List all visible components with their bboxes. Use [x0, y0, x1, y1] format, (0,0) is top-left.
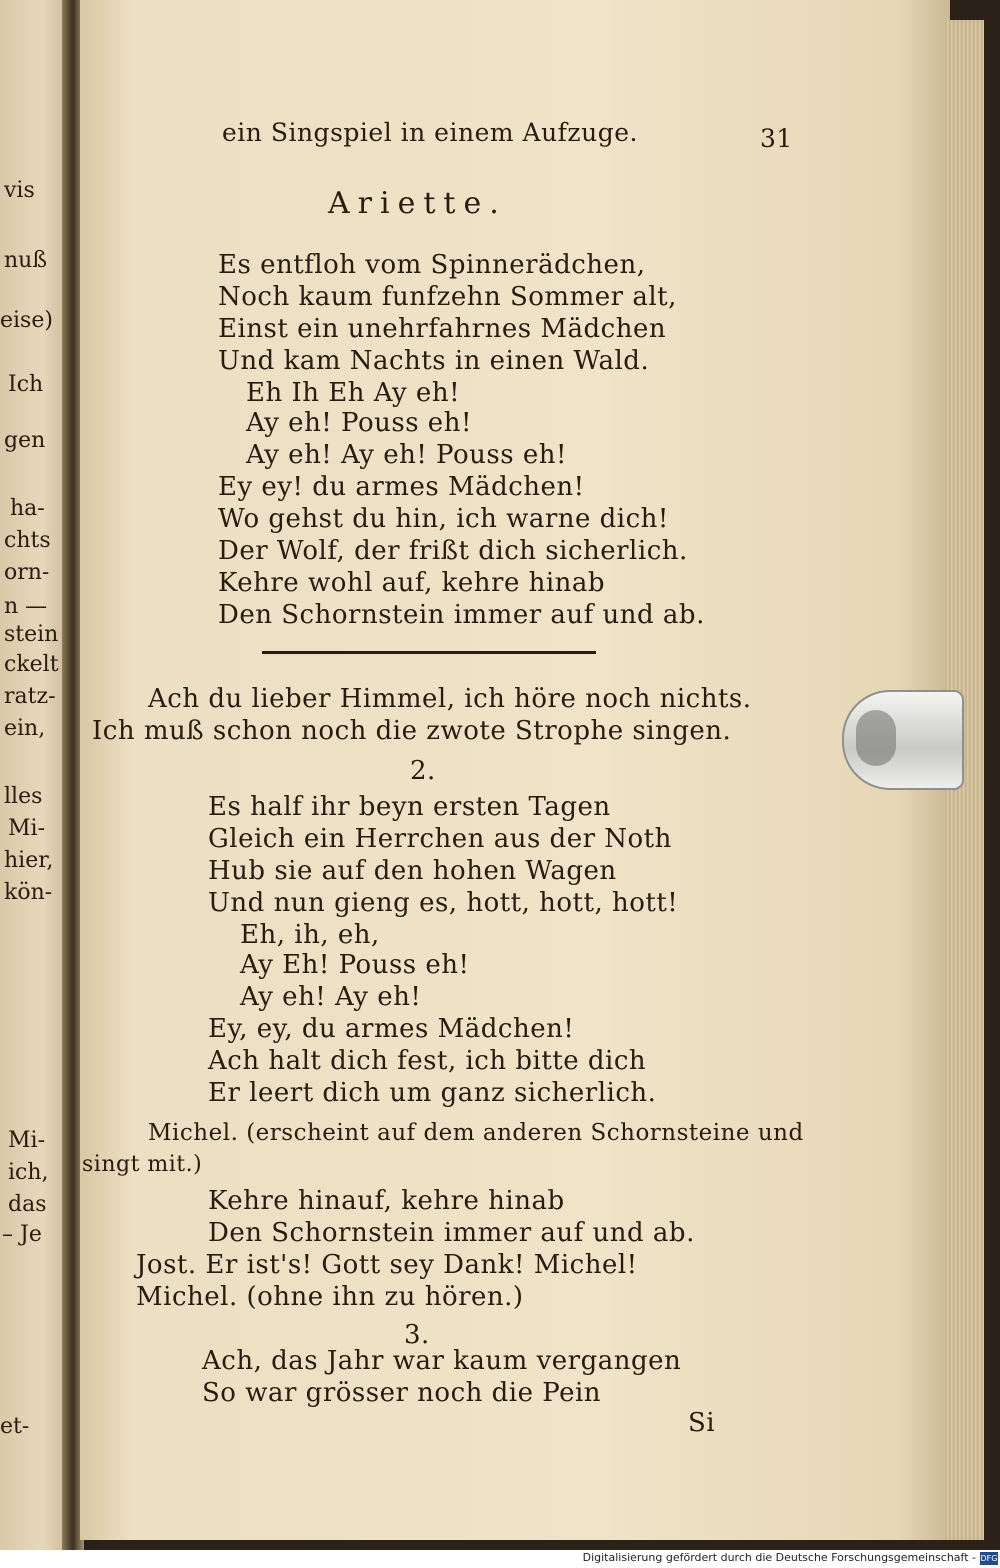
- speech-line: Ich muß schon noch die zwote Strophe singen.: [92, 716, 732, 746]
- left-fragment: das: [8, 1192, 47, 1217]
- left-fragment: kön-: [4, 880, 53, 905]
- section-rule: [262, 651, 596, 654]
- refrain-line: Kehre hinauf, kehre hinab: [208, 1186, 565, 1216]
- left-fragment: chts: [4, 528, 51, 553]
- stage-direction: Michel. (ohne ihn zu hören.): [136, 1282, 524, 1312]
- verse-line: Noch kaum funfzehn Sommer alt,: [218, 282, 677, 312]
- verse-line: Und kam Nachts in einen Wald.: [218, 346, 650, 376]
- running-head: ein Singspiel in einem Aufzuge.: [222, 118, 638, 147]
- dfg-logo: DFG: [980, 1554, 998, 1563]
- left-fragment: – Je: [2, 1222, 42, 1247]
- verse-line: Er leert dich um ganz sicherlich.: [208, 1078, 657, 1108]
- clip-hole: [856, 710, 896, 766]
- left-fragment: stein: [4, 622, 59, 647]
- left-fragment: ich,: [8, 1160, 49, 1185]
- page-number: 31: [760, 124, 793, 153]
- verse-line: Wo gehst du hin, ich warne dich!: [218, 504, 669, 534]
- catchword: Si: [688, 1408, 716, 1438]
- verse-line: Es half ihr beyn ersten Tagen: [208, 792, 611, 822]
- funding-credit: Digitalisierung gefördert durch die Deutsche Forschungsgemeinschaft -: [582, 1551, 976, 1564]
- verse-line: Eh Ih Eh Ay eh!: [246, 378, 461, 408]
- left-fragment: ha-: [10, 496, 45, 521]
- verse-line: So war grösser noch die Pein: [202, 1378, 602, 1408]
- left-fragment: ratz-: [4, 684, 56, 709]
- left-fragment: ckelt: [4, 652, 59, 677]
- verse-line: Gleich ein Herrchen aus der Noth: [208, 824, 672, 854]
- verse-line: Kehre wohl auf, kehre hinab: [218, 568, 606, 598]
- refrain-line: Den Schornstein immer auf und ab.: [208, 1218, 695, 1248]
- left-fragment: hier,: [4, 848, 54, 873]
- left-fragment: nuß: [4, 248, 48, 273]
- left-fragment: Ich: [8, 372, 44, 397]
- verse-line: Ach halt dich fest, ich bitte dich: [208, 1046, 647, 1076]
- left-fragment: eise): [0, 308, 53, 333]
- left-fragment: et-: [0, 1414, 30, 1439]
- left-fragment: orn-: [4, 560, 50, 585]
- footer-bar: [0, 1550, 1000, 1568]
- verse-line: Ey, ey, du armes Mädchen!: [208, 1014, 575, 1044]
- left-fragment: n —: [4, 594, 48, 619]
- stage-direction: Michel. (erscheint auf dem anderen Schornsteine und: [148, 1120, 804, 1146]
- left-fragment: vis: [4, 178, 35, 203]
- section-title: Ariette.: [328, 186, 507, 221]
- left-fragment: Mi-: [8, 1128, 45, 1153]
- verse-line: Ay eh! Ay eh! Pouss eh!: [246, 440, 567, 470]
- speech-line: Ach du lieber Himmel, ich höre noch nichts.: [148, 684, 752, 714]
- verse-line: Eh, ih, eh,: [240, 920, 380, 950]
- verse-line: Ay Eh! Pouss eh!: [240, 950, 470, 980]
- verse-line: Ay eh! Ay eh!: [240, 982, 422, 1012]
- verse-line: Ey ey! du armes Mädchen!: [218, 472, 585, 502]
- left-fragment: lles: [4, 784, 43, 809]
- verse-line: Und nun gieng es, hott, hott, hott!: [208, 888, 679, 918]
- verse-line: Hub sie auf den hohen Wagen: [208, 856, 617, 886]
- verse-line: Der Wolf, der frißt dich sicherlich.: [218, 536, 688, 566]
- left-fragment: ein,: [4, 716, 46, 741]
- verse-line: Ay eh! Pouss eh!: [246, 408, 472, 438]
- verse-line: Ach, das Jahr war kaum vergangen: [202, 1346, 682, 1376]
- stage-direction: singt mit.): [82, 1152, 203, 1177]
- speech-line: Jost. Er ist's! Gott sey Dank! Michel!: [136, 1250, 638, 1280]
- left-page-edge: [0, 0, 70, 1550]
- left-fragment: Mi-: [8, 816, 45, 841]
- left-fragment: gen: [4, 428, 46, 453]
- stanza-number: 3.: [404, 1320, 430, 1350]
- verse-line: Einst ein unehrfahrnes Mädchen: [218, 314, 667, 344]
- verse-line: Es entfloh vom Spinnerädchen,: [218, 250, 646, 280]
- stanza-number: 2.: [410, 756, 436, 786]
- verse-line: Den Schornstein immer auf und ab.: [218, 600, 705, 630]
- page-clip: [842, 690, 964, 790]
